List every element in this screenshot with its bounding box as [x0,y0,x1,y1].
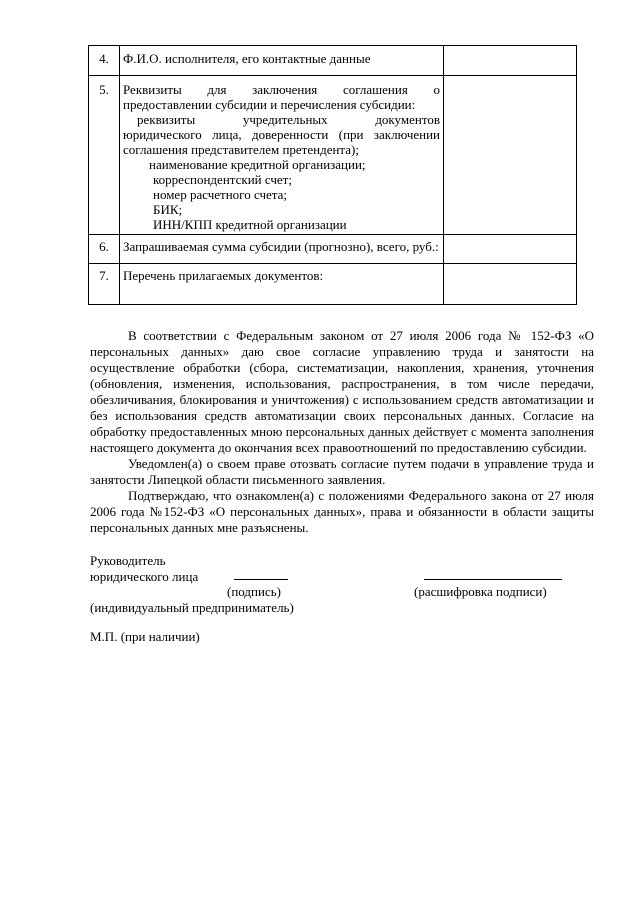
signature-head-label: Руководитель [90,553,166,568]
row-text: соглашения представителем претендента); [123,142,359,157]
row-text: предоставлении субсидии и перечисления субсидии: [123,97,416,112]
row-number: 6. [89,235,120,264]
paragraph-line: (обновления, изменения, использования, распространения, в том числе передачи, [90,376,594,391]
row-text: наименование кредитной организации; [149,157,366,172]
paragraph-line: обработку предоставленных мною персональных данных действует с момента заполнения [90,424,594,439]
row-number: 5. [89,76,120,235]
row-text: БИК; [153,202,183,217]
value-cell[interactable] [444,235,577,264]
paragraph-line: Уведомлен(а) о своем праве отозвать согласие путем подачи в управление труда и [128,456,594,471]
paragraph-line: занятости Липецкой области письменного заявления. [90,472,386,487]
consent-paragraph [90,328,594,456]
row-text: Запрашиваемая сумма субсидии (прогнозно), всего, руб.: [123,239,439,254]
stamp-label: М.П. (при наличии) [90,629,200,644]
row-number: 4. [89,46,120,76]
value-cell[interactable] [444,46,577,76]
paragraph-line: В соответствии с Федеральным законом от 27 июля 2006 года № 152-ФЗ «О [128,328,594,343]
table-row [89,76,577,235]
table-row [89,46,577,76]
row-number: 7. [89,264,120,305]
row-text: юридического лица, доверенности (при заключении [123,127,440,142]
row-text: реквизиты учредительных документов [137,112,440,127]
signature-caption: (подпись) [227,584,281,599]
row-description [120,235,444,264]
signature-head-label-2: юридического лица [90,569,199,584]
signature-line[interactable] [234,579,288,580]
value-cell[interactable] [444,76,577,235]
table-row [89,235,577,264]
paragraph-line: Подтверждаю, что ознакомлен(а) с положениями Федерального закона от 27 июля [128,488,594,503]
paragraph-line: персональных данных мне разъяснены. [90,520,309,535]
row-text: Ф.И.О. исполнителя, его контактные данные [123,51,371,66]
signature-decode-caption: (расшифровка подписи) [414,584,547,599]
row-text: корреспондентский счет; [153,172,292,187]
row-text: Перечень прилагаемых документов: [123,268,324,283]
paragraph-line: 2006 года №152-ФЗ «О персональных данных», права и обязанности в области защиты [90,504,594,519]
confirmation-paragraph [90,488,594,536]
row-text: Реквизиты для заключения соглашения о [123,82,440,97]
signature-decode-line[interactable] [424,579,562,580]
value-cell[interactable] [444,264,577,305]
paragraph-line: без использования средств автоматизации своих персональных данных. Согласие на [90,408,594,423]
paragraph-line: обезличивания, блокирования и уничтожения) с использованием средств автоматизации и [90,392,594,407]
paragraph-line: осуществление обработки (сбора, систематизации, накопления, хранения, уточнения [90,360,594,375]
row-description [120,46,444,76]
row-description [120,264,444,305]
row-text: ИНН/КПП кредитной организации [153,217,347,232]
application-table [88,45,577,305]
row-description [120,76,444,235]
notice-paragraph [90,456,594,488]
table-row [89,264,577,305]
entrepreneur-label: (индивидуальный предприниматель) [90,600,294,615]
paragraph-line: настоящего документа до окончания всех правоотношений по предоставлению субсидии. [90,440,587,455]
paragraph-line: персональных данных» даю свое согласие управлению труда и занятости на [90,344,594,359]
row-text: номер расчетного счета; [153,187,287,202]
